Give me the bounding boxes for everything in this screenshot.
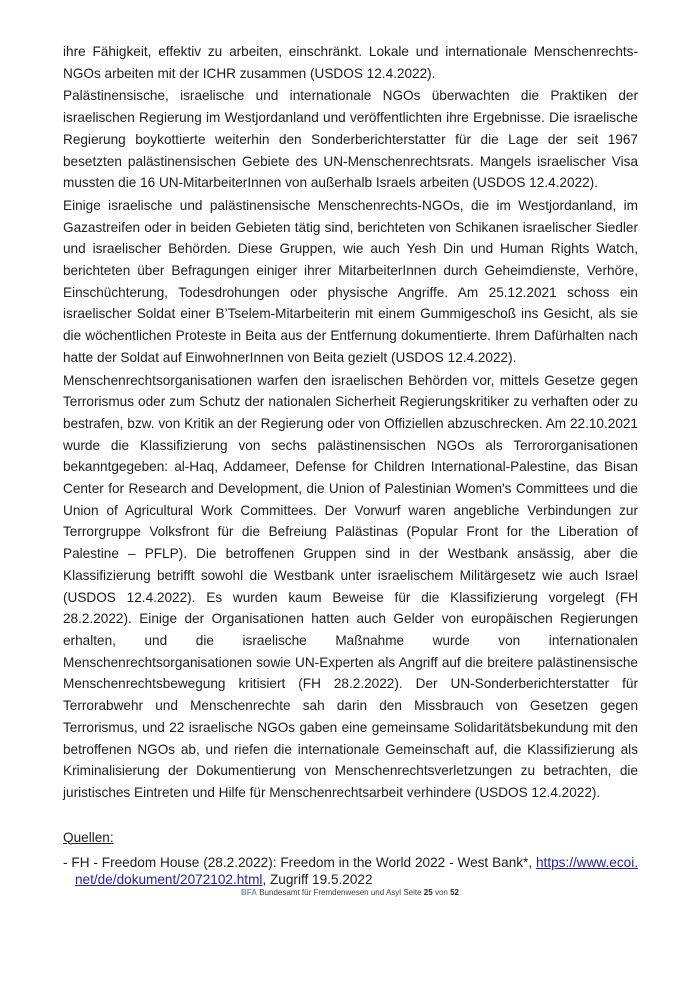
document-body bbox=[63, 41, 638, 888]
source-citation-text: - FH - Freedom House (28.2.2022): Freedom in the World 2022 - West Bank*, bbox=[63, 854, 536, 870]
body-paragraph: ihre Fähigkeit, effektiv zu arbeiten, einschränkt. Lokale und internationale Menschenrechts-NGOs arbeiten mit der ICHR zusammen (USDOS 12.4.2022). bbox=[63, 44, 638, 81]
footer-page-word: Seite bbox=[403, 888, 422, 897]
footer-of-word: von bbox=[434, 888, 448, 897]
footer-office-name: Bundesamt für Fremdenwesen und Asyl bbox=[259, 888, 402, 897]
source-list-item bbox=[63, 854, 638, 888]
body-paragraph: Menschenrechtsorganisationen warfen den israelischen Behörden vor, mittels Gesetze gegen Terrorismus oder zum Schutz der nationalen Sicherheit Regierungskritiker zu verhaften oder zu bestrafen, bzw. von Kritik an der Regierung oder von Offiziellen abzuschrecken. Am 22.10.2021 wurde die Klassifizierung von sechs palästinensischen NGOs als Terrororganisationen bekanntgegeben: al-Haq, Addameer, Defense for Children International-Palestine, das Bisan Center for Research and Development, die Union of Palestinian Women's Committees und die Union of Agricultural Work Committees. Der Vorwurf waren angebliche Verbindungen zur Terrorgruppe Volksfront für die Befreiung Palästinas (Popular Front for the Liberation of Palestine – PFLP). Die betroffenen Gruppen sind in der Westbank ansässig, aber die Klassifizierung betrifft sowohl die Westbank unter israelischem Militärgesetz wie auch Israel (USDOS 12.4.2022). Es wurden kaum Beweise für die Klassifizierung vorgelegt (FH 28.2.2022). Einige der Organisationen hatten auch Gelder von europäischen Regierungen erhalten, und die israelische Maßnahme wurde von internationalen Menschenrechtsorganisationen sowie UN-Experten als Angriff auf die breitere palästinensische Menschenrechtsbewegung kritisiert (FH 28.2.2022). Der UN-Sonderberichterstatter für Terrorabwehr und Menschenrechte sah darin den Missbrauch von Gesetzen gegen Terrorismus, und 22 israelische NGOs gaben eine gemeinsame Solidaritätsbekundung mit den betroffenen NGOs ab, und riefen die internationale Gemeinschaft auf, die Klassifizierung als Kriminalisierung der Dokumentierung von Menschenrechtsverletzungen zu betrachten, die juristisches Eintreten und Hilfe für Menschenrechtsarbeit verhindere (USDOS 12.4.2022). bbox=[63, 372, 638, 800]
footer-page-number: 25 bbox=[423, 888, 433, 897]
footer-total-pages: 52 bbox=[450, 888, 459, 897]
sources-heading: Quellen: bbox=[63, 829, 114, 845]
body-paragraph: Palästinensische, israelische und internationale NGOs überwachten die Praktiken der israelischen Regierung im Westjordanland und veröffentlichten ihre Ergebnisse. Die israelische Regierung boykottierte weiterhin den Sonderberichterstatter für die Lage der seit 1967 besetzten palästinensischen Gebiete des UN-Menschenrechtsrats. Mangels israelischer Visa mussten die 16 UN-MitarbeiterInnen von außerhalb Israels arbeiten (USDOS 12.4.2022). bbox=[63, 88, 638, 191]
body-paragraph: Einige israelische und palästinensische Menschenrechts-NGOs, die im Westjordanland, im Gazastreifen oder in beiden Gebieten tätig sind, berichteten von Schikanen israelischer Siedler und israelischer Behörden. Diese Gruppen, wie auch Yesh Din und Human Rights Watch, berichteten über Befragungen einiger ihrer MitarbeiterInnen durch Geheimdienste, Verhöre, Einschüchterung, Todesdrohungen oder physische Angriffe. Am 25.12.2021 schoss ein israelischer Soldat einer B’Tselem-Mitarbeiterin mit einem Gummigeschoß ins Gesicht, als sie die wöchentlichen Proteste in Beita aus der Entfernung dokumentierte. Ihrem Dafürhalten nach hatte der Soldat auf EinwohnerInnen von Beita gezielt (USDOS 12.4.2022). bbox=[63, 197, 638, 365]
source-access-date: , Zugriff 19.5.2022 bbox=[262, 871, 373, 887]
page-footer bbox=[0, 888, 700, 898]
bfa-logo-text: BFA bbox=[241, 888, 257, 897]
source-link[interactable]: https://www.ecoi.net/de/dokument/2072102.html bbox=[75, 854, 638, 887]
